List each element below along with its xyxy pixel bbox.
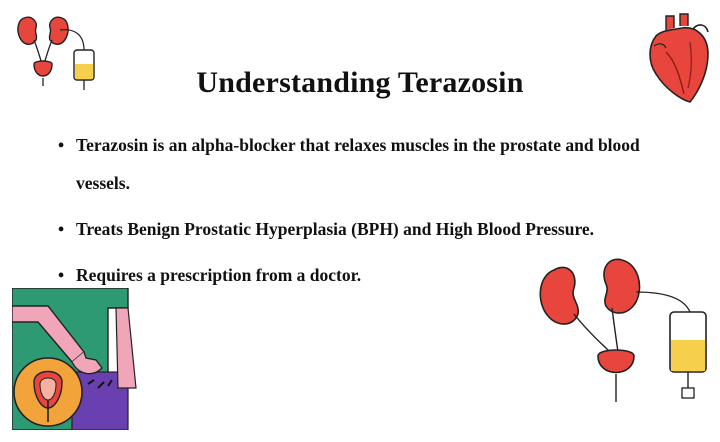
- bullet-text: Terazosin is an alpha-blocker that relaxes muscles in the prostate and blood vessels.: [76, 135, 640, 193]
- bullet-text: Treats Benign Prostatic Hyperplasia (BPH) and High Blood Pressure.: [76, 219, 595, 239]
- bullet-item: [58, 256, 668, 294]
- bullet-item: [58, 210, 668, 248]
- bullet-dot: •: [58, 219, 65, 239]
- bullet-dot: •: [58, 135, 65, 155]
- bullet-text: Requires a prescription from a doctor.: [76, 265, 362, 285]
- prostate-hand-icon: [12, 288, 142, 430]
- bullet-dot: •: [58, 265, 65, 285]
- bullet-list: [58, 126, 668, 302]
- slide-title: Understanding Terazosin: [196, 66, 524, 100]
- bullet-item: [58, 126, 668, 202]
